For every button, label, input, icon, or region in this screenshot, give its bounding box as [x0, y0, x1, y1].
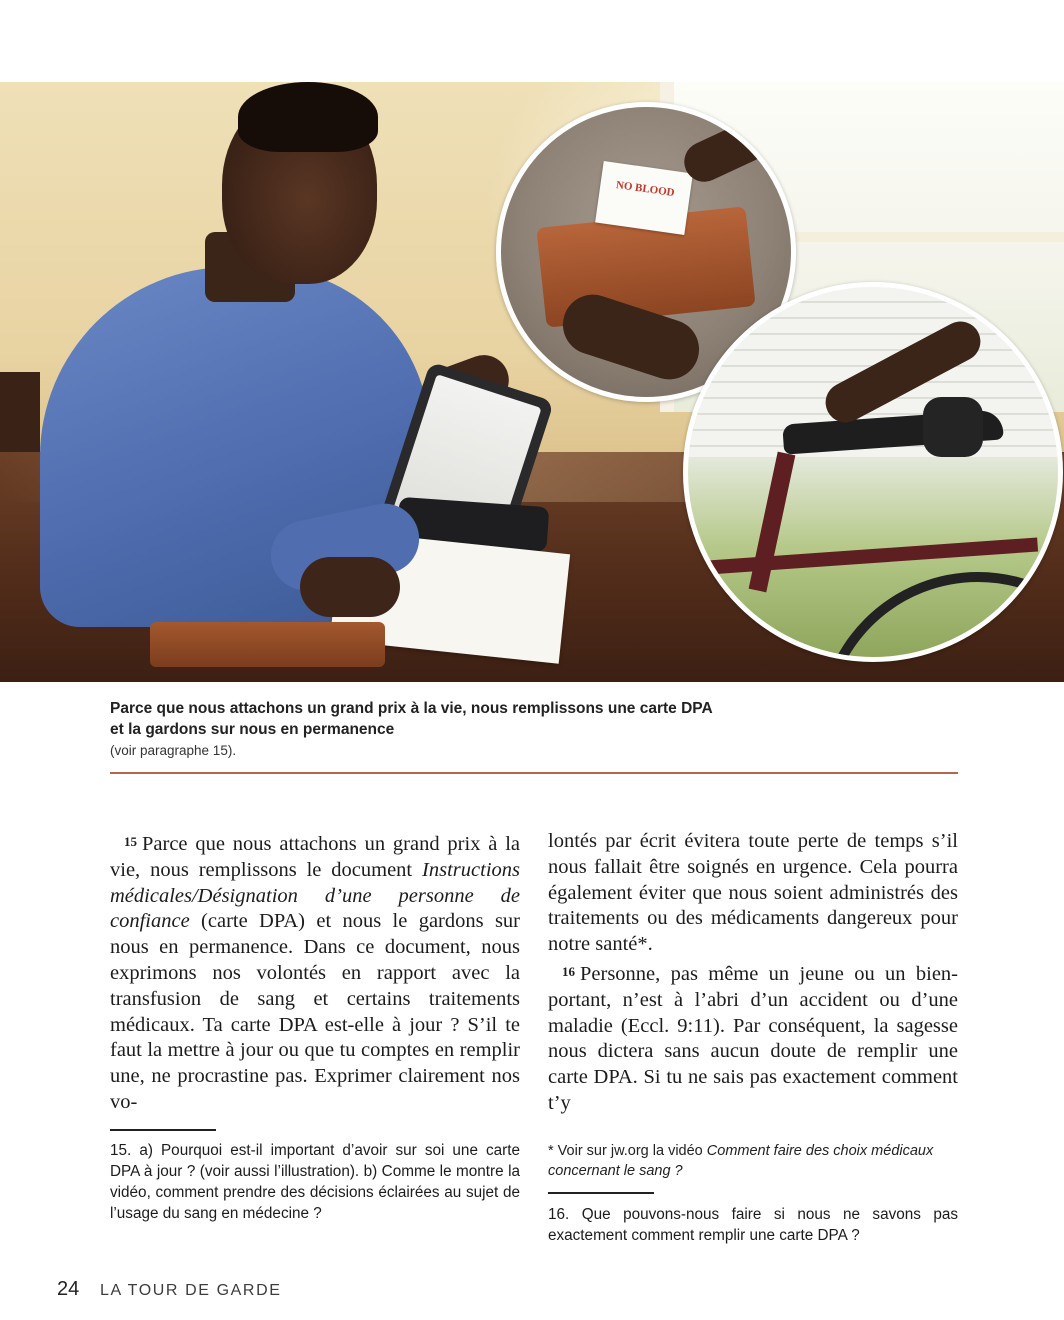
video-title: Comment faire des choix médicaux concernant le sang ?: [548, 1143, 934, 1179]
paragraph-16: [548, 959, 958, 1117]
left-column: [110, 829, 520, 1116]
paragraph-number: 15: [124, 834, 137, 849]
caption-divider: [110, 772, 958, 774]
bike-wheel: [818, 572, 1063, 662]
question-divider: [548, 1192, 654, 1194]
illustration-caption: [110, 698, 958, 761]
right-column: [548, 829, 958, 1117]
seat-post: [749, 452, 796, 593]
writing-hand: [300, 557, 400, 617]
caption-reference: (voir paragraphe 15).: [110, 743, 237, 758]
paragraph-15-continued: lontés par écrit évitera toute perte de temps s’il nous fallait être soignés en urgence. Cela pourra également éviter que nous soient administrés des traitements ou des médicaments dangereux pour notre santé*.: [548, 830, 958, 956]
man-hair: [238, 82, 378, 152]
article-illustration: [0, 82, 1064, 682]
paragraph-number: 16: [562, 963, 575, 979]
study-question-15: [110, 1140, 520, 1224]
wallet-on-table: [150, 622, 385, 667]
inset-bike-saddle: [683, 282, 1063, 662]
caption-line-1: Parce que nous attachons un grand prix à la vie, nous remplissons une carte DPA: [110, 700, 713, 717]
paragraph-text: Personne, pas même un jeune ou un bien-portant, n’est à l’abri d’un accident ou d’une maladie (Eccl. 9:11). Par conséquent, la sagesse nous dictera sans aucun doute de remplir une carte DPA. Si tu ne sais pas exactement comment t’y: [548, 962, 958, 1114]
running-title: LA TOUR DE GARDE: [100, 1282, 282, 1299]
paragraph-text: Parce que nous attachons un grand prix à la vie, nous remplissons le document: [110, 833, 520, 881]
question-text: Que pouvons-nous faire si nous ne savons pas exactement comment remplir une carte DPA ?: [548, 1206, 958, 1244]
question-number: 15.: [110, 1142, 132, 1159]
cycling-glove: [923, 397, 983, 457]
caption-text: [110, 698, 810, 740]
footnote: [548, 1141, 958, 1181]
study-question-16: [548, 1204, 958, 1246]
paragraph-text-continued: (carte DPA) et nous le gardons sur nous en permanence. Dans ce document, nous exprimons nos volontés en rapport avec la transfusion de sang et certains traitements médicaux. Ta carte DPA est-elle à jour ? S’il te faut la mettre à jour ou que tu comptes en remplir une, ne procrastine pas. Exprimer clairement nos vo-: [110, 910, 520, 1113]
dpa-card: [595, 161, 693, 235]
document-title: Instructions médicales/Désignation d’une personne de confiance: [110, 858, 520, 933]
question-number: 16.: [548, 1206, 570, 1223]
question-divider: [110, 1129, 216, 1131]
caption-line-2: et la gardons sur nous en permanence: [110, 721, 395, 738]
question-text: a) Pourquoi est-il important d’avoir sur soi une carte DPA à jour ? (voir aussi l’illustration). b) Comme le montre la vidéo, comment prendre des décisions éclairées au sujet de l’usage du sang en médecine ?: [110, 1142, 521, 1222]
page-number: 24: [57, 1278, 80, 1300]
footnote-prefix: * Voir sur jw.org la vidéo: [548, 1143, 707, 1159]
paragraph-15: [110, 829, 520, 1116]
card-no-blood-text: NO BLOOD: [615, 179, 676, 200]
